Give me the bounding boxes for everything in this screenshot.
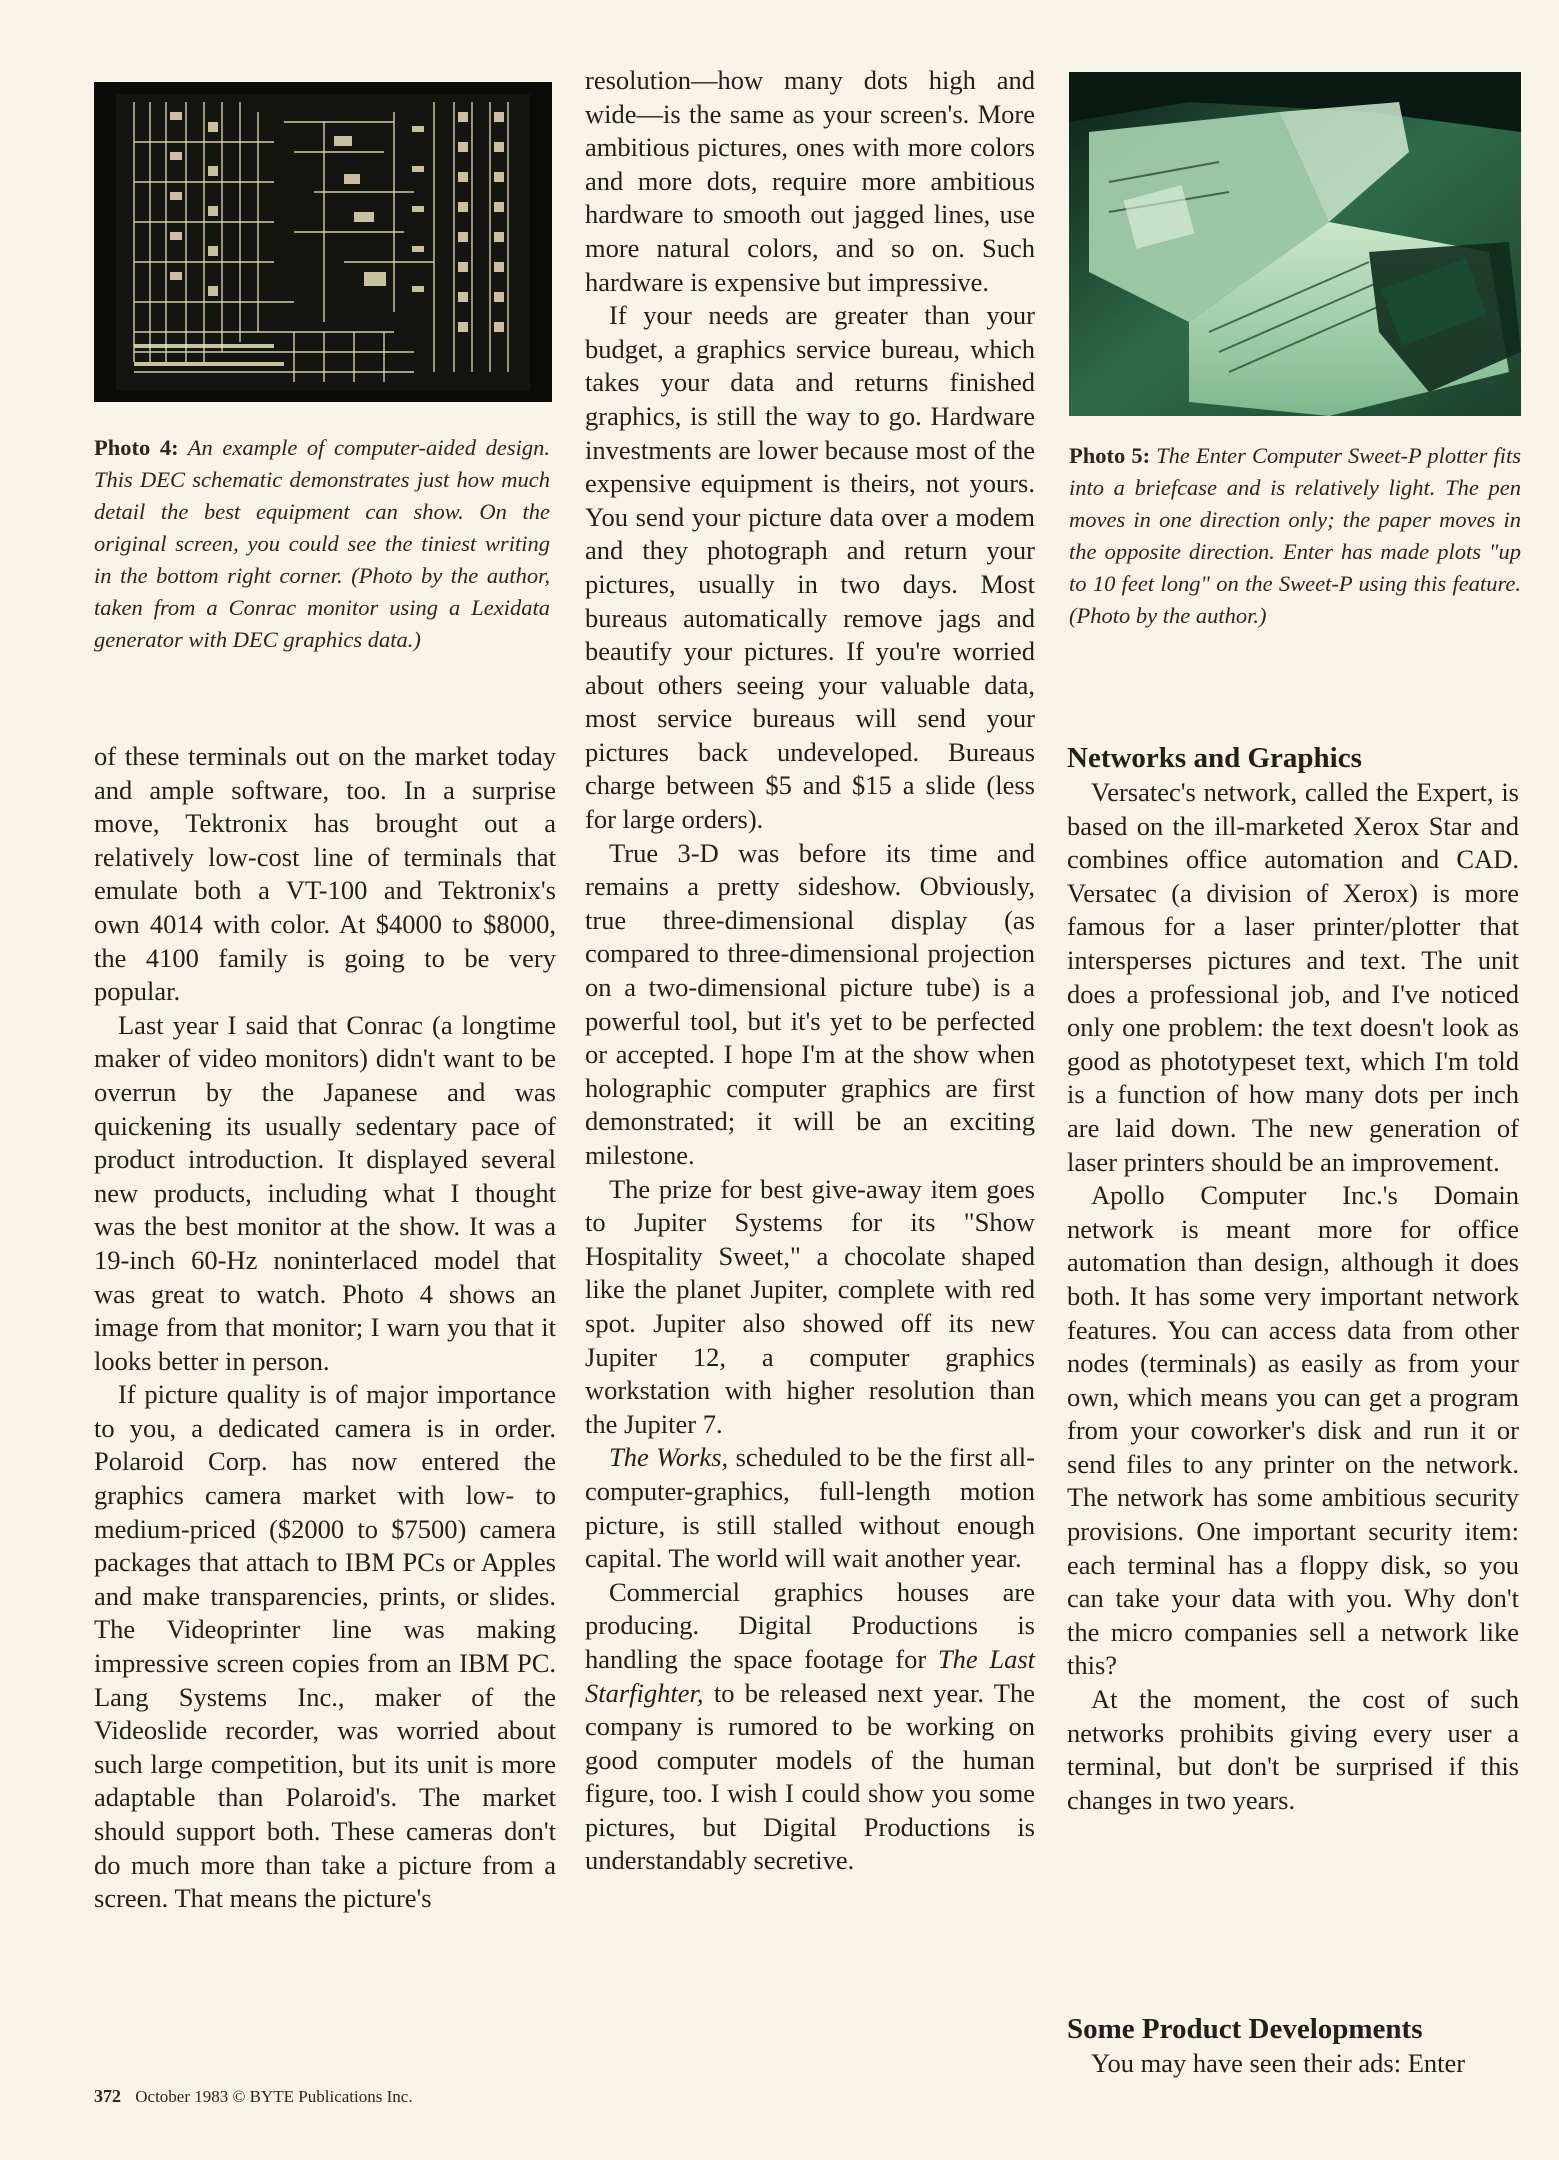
photo-5-plotter: [1069, 72, 1521, 416]
film-title: The Works,: [609, 1442, 729, 1473]
photo-5-caption: [1069, 440, 1521, 632]
paragraph-text: to be released next year. The company is rumored to be working on good computer models of the human figure, too. I wish I could show you some pictures, but Digital Productions is understandably secretive.: [585, 1677, 1035, 1876]
paragraph: The prize for best give-away item goes to Jupiter Systems for its "Show Hospitality Sweet," a chocolate shaped like the planet Jupiter, complete with red spot. Jupiter also showed off its new Jupiter 12, a computer graphics workstation with higher resolution than the Jupiter 7.: [585, 1173, 1035, 1439]
photo-4-schematic: [94, 82, 552, 402]
paragraph: Apollo Computer Inc.'s Domain network is meant more for office automation than design, although it does both. It has some very important network features. You can access data from other nodes (terminals) as easily as from your own, which means you can get a program from your coworker's disk and run it or send files to any printer on the network. The network has some ambitious security provisions. One important security item: each terminal has a floppy disk, so you can take your data with you. Why don't the micro companies sell a network like this?: [1067, 1180, 1519, 1681]
section-heading-products: Some Product Developments: [1067, 2013, 1423, 2045]
paragraph: [585, 1441, 1035, 1575]
paragraph: If picture quality is of major importance to you, a dedicated camera is in order. Polaroid Corp. has now entered the graphics camera market with low- to medium-priced ($2000 to $7500) camera packages that attach to IBM PCs or Apples and make transparencies, prints, or slides. The Videoprinter line was making impressive screen copies from an IBM PC. Lang Systems Inc., maker of the Videoslide recorder, was worried about such large competition, but its unit is more adaptable than Polaroid's. The market should support both. These cameras don't do much more than take a picture from a screen. That means the picture's: [94, 1379, 556, 1914]
paragraph: of these terminals out on the market today and ample software, too. In a surprise move, Tektronix has brought out a relatively low-cost line of terminals that emulate both a VT-100 and Tektronix's own 4014 with color. At $4000 to $8000, the 4100 family is going to be very popular.: [94, 741, 556, 1007]
column-3-bottom: [1067, 2011, 1519, 2081]
paragraph-text: Commercial graphics houses are producing. Digital Productions is handling the space footage for: [585, 1576, 1035, 1674]
photo-4-caption: [94, 432, 550, 656]
paragraph: Versatec's network, called the Expert, is based on the ill-marketed Xerox Star and combines office automation and CAD. Versatec (a division of Xerox) is more famous for a laser printer/plotter that intersperses pictures and text. The unit does a professional job, and I've noticed only one problem: the text doesn't look as good as phototypeset text, which I'm told is a function of how many dots per inch are laid down. The new generation of laser printers should be an improvement.: [1067, 777, 1519, 1177]
column-2-text: [585, 64, 1035, 1878]
paragraph: resolution—how many dots high and wide—is the same as your screen's. More ambitious pictures, ones with more colors and more dots, require more ambitious hardware to smooth out jagged lines, use more natural colors, and so on. Such hardware is expensive but impressive.: [585, 65, 1035, 297]
paragraph: Last year I said that Conrac (a longtime maker of video monitors) didn't want to be overrun by the Japanese and was quickening its usually sedentary pace of product introduction. It displayed several new products, including what I thought was the best monitor at the show. It was a 19-inch 60-Hz noninterlaced model that was great to watch. Photo 4 shows an image from that monitor; I warn you that it looks better in person.: [94, 1009, 556, 1376]
photo-5-caption-text: The Enter Computer Sweet-P plotter fits into a briefcase and is relatively light. The pen moves in one direction only; the paper moves in the opposite direction. Enter has made plots "up to 10 feet long" on the Sweet-P using this feature. (Photo by the author.): [1069, 443, 1521, 628]
paragraph-text: scheduled to be the first all-computer-graphics, full-length motion picture, is still stalled without enough capital. The world will wait another year.: [585, 1442, 1035, 1574]
column-3-text: [1067, 740, 1519, 1817]
page-footer: [94, 2086, 413, 2107]
paragraph: At the moment, the cost of such networks prohibits giving every user a terminal, but don't be surprised if this changes in two years.: [1067, 1684, 1519, 1815]
section-heading-networks: Networks and Graphics: [1067, 742, 1362, 774]
film-title: The Last Starfighter,: [585, 1643, 1035, 1708]
schematic-image: [94, 82, 552, 402]
paragraph: If your needs are greater than your budget, a graphics service bureau, which takes your data and returns finished graphics, is still the way to go. Hardware investments are lower because most of the expensive equipment is theirs, not yours. You send your picture data over a modem and they photograph and return your pictures, usually in two days. Most bureaus automatically remove jags and beautify your pictures. If you're worried about others seeing your valuable data, most service bureaus will send your pictures back undeveloped. Bureaus charge between $5 and $15 a slide (less for large orders).: [585, 300, 1035, 835]
photo-5-caption-label: Photo 5:: [1069, 443, 1151, 468]
paragraph: [585, 1576, 1035, 1878]
photo-4-caption-text: An example of computer-aided design. This DEC schematic demonstrates just how much detail the best equipment can show. On the original screen, you could see the tiniest writing in the bottom right corner. (Photo by the author, taken from a Conrac monitor using a Lexidata generator with DEC graphics data.): [94, 435, 550, 652]
plotter-image: [1069, 72, 1521, 416]
photo-4-caption-label: Photo 4:: [94, 435, 179, 460]
page-number: 372: [94, 2086, 121, 2106]
footer-credit: October 1983 © BYTE Publications Inc.: [135, 2087, 413, 2106]
paragraph: You may have seen their ads: Enter: [1091, 2048, 1466, 2078]
paragraph: True 3-D was before its time and remains a pretty sideshow. Obviously, true three-dimensional display (as compared to three-dimensional projection on a two-dimensional picture tube) is a powerful tool, but it's yet to be perfected or accepted. I hope I'm at the show when holographic computer graphics are first demonstrated; it will be an exciting milestone.: [585, 837, 1035, 1170]
column-1-text: [94, 740, 556, 1916]
